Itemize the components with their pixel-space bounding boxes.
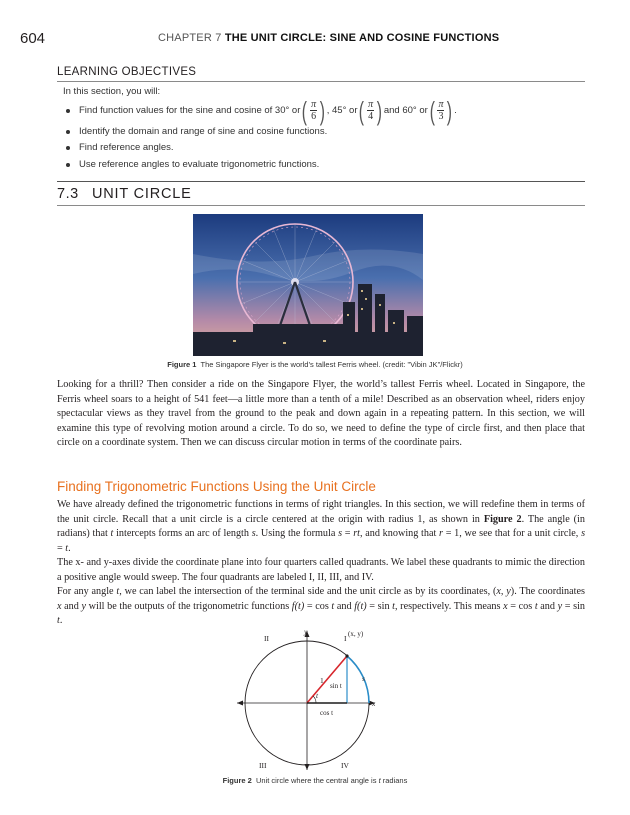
radius-line [307, 656, 347, 703]
arc-s [347, 656, 369, 703]
divider [57, 81, 585, 82]
subsection-title: Finding Trigonometric Functions Using the Unit Circle [57, 479, 376, 494]
figure-2-caption: Figure 2 Unit circle where the central angle is t radians [222, 776, 408, 785]
chapter-header [158, 32, 499, 44]
angle-label: t [316, 691, 319, 700]
paragraph-3: For any angle t, we can label the intersection of the terminal side and the unit circle as by its coordinates, (x, y). The coordinates x and y will be the outputs of the trigonometric functions f(t) = cos t and f(t) = sin t, respectively. This means x = cos t and y = sin t. [57, 586, 586, 627]
quadrant-4-label: IV [341, 761, 349, 770]
figure-2-reference: Figure 2 [483, 513, 522, 525]
fraction-pi-over-6: $\frac{\pi}{6}$ [311, 99, 317, 122]
bullet-icon [66, 130, 70, 134]
x-axis-label: x [372, 699, 376, 708]
bullet-icon [66, 109, 70, 113]
point-marker [345, 654, 348, 657]
unit-circle-diagram [232, 628, 382, 773]
section-title: UNIT CIRCLE [92, 186, 192, 202]
chapter-label: CHAPTER 7 [158, 32, 222, 44]
section-number: 7.3 [57, 186, 79, 202]
arc-label: s [362, 674, 365, 683]
page-number: 604 [20, 30, 46, 47]
radius-label: 1 [320, 676, 324, 685]
fraction-pi-over-4: $\frac{\pi}{4}$ [368, 99, 374, 122]
y-axis-label: y [304, 628, 308, 636]
quadrant-3-label: III [259, 761, 267, 770]
quadrant-2-label: II [264, 634, 269, 643]
fraction-pi-over-3: $\frac{\pi}{3}$ [438, 99, 444, 122]
intro-paragraph: Looking for a thrill? Then consider a ride on the Singapore Flyer, the world’s tallest Ferris wheel. Located in Singapore, the Ferris wheel soars to a height of 541 feet—a little more than a tenth of a mile! Described as an observation wheel, riders enjoy spectacular views as they travel from the ground to the peak and down again in a repeating pattern. In this section, we will examine this type of revolving motion around a circle. To do so, we need to define the type of circle first, and then place that circle on a coordinate system. Then we can discuss circular motion in terms of the coordinate pairs. [57, 379, 585, 449]
divider [57, 205, 585, 206]
learning-objectives-heading: LEARNING OBJECTIVES [57, 66, 197, 78]
bullet-icon [66, 163, 70, 167]
figure-1-caption: Figure 1 The Singapore Flyer is the world’s tallest Ferris wheel. (credit: "Vibin JK"/Flickr) [167, 360, 463, 369]
objective-item-3: Find reference angles. [66, 142, 174, 153]
point-label: (x, y) [348, 630, 364, 638]
quadrant-1-label: I [344, 634, 347, 643]
ferris-wheel-photo [193, 214, 423, 356]
objective-item-2: Identify the domain and range of sine and cosine functions. [66, 126, 327, 137]
learning-objectives-intro: In this section, you will: [63, 86, 161, 97]
sine-label: sin t [330, 682, 342, 690]
paragraph-2: The x- and y-axes divide the coordinate plane into four quarters called quadrants. We label these quadrants to mimic the direction a positive angle would sweep. The four quadrants are labeled I, II, III, and IV. [57, 557, 585, 583]
x-axis-arrow-icon [237, 701, 243, 706]
objective-item-4: Use reference angles to evaluate trigonometric functions. [66, 159, 319, 170]
divider [57, 181, 585, 182]
bullet-icon [66, 146, 70, 150]
chapter-title: THE UNIT CIRCLE: SINE AND COSINE FUNCTIONS [224, 32, 500, 44]
y-axis-arrow-icon [305, 764, 310, 770]
paragraph-1: We have already defined the trigonometric functions in terms of right triangles. In this section, we will redefine them in terms of the unit circle. Recall that a unit circle is a circle centered at the origin with radius 1, as shown in Figure 2. The angle (in radians) that t intercepts forms an arc of length s. Using the formula s = rt, and knowing that r = 1, we see that for a unit circle, s = t. [57, 499, 586, 554]
cosine-label: cos t [320, 709, 334, 717]
objective-item-1: Find function values for the sine and cosine of 30° or ( $\frac{\pi}{6}$ ) , 45° or ( $\frac{\pi}{4}$ ) and 60° or ( $\frac{\pi}{3}$ ) . [66, 99, 457, 122]
